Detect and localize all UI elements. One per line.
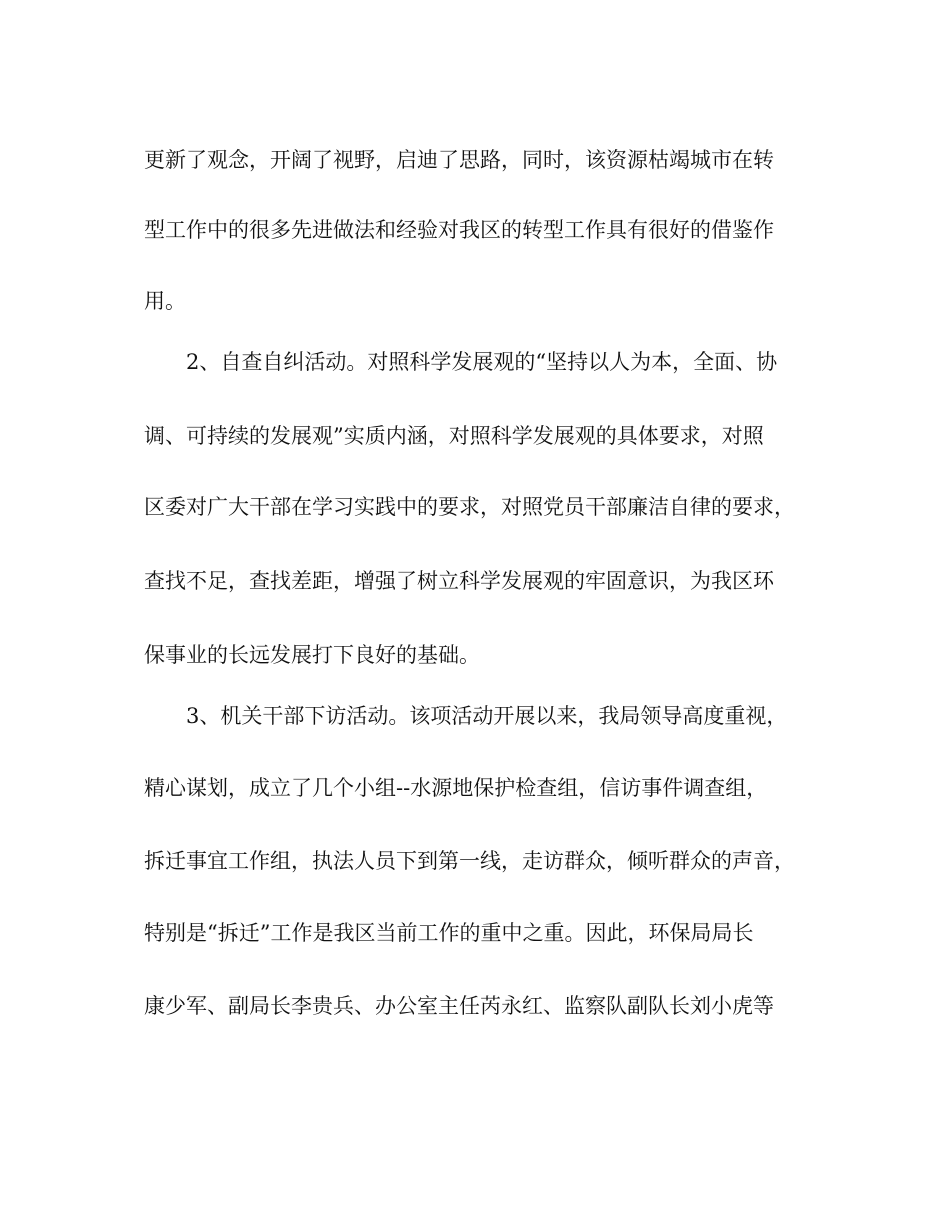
paragraph-2-first-line: 2、自查自纠活动。对照科学发展观的“坚持以人为本，全面、协 — [186, 350, 778, 374]
body-text-line: 查找不足，查找差距，增强了树立科学发展观的牢固意识，为我区环 — [144, 569, 774, 593]
body-text-line: 特别是“拆迁”工作是我区当前工作的重中之重。因此，环保局局长 — [144, 921, 754, 945]
body-text-line: 调、可持续的发展观”实质内涵，对照科学发展观的具体要求，对照 — [144, 424, 764, 448]
body-text-line: 型工作中的很多先进做法和经验对我区的转型工作具有很好的借鉴作 — [144, 218, 774, 242]
body-text-line: 精心谋划，成立了几个小组--水源地保护检查组，信访事件调查组， — [144, 776, 768, 800]
paragraph-3-first-line: 3、机关干部下访活动。该项活动开展以来，我局领导高度重视， — [186, 704, 788, 728]
body-text-line: 区委对广大干部在学习实践中的要求，对照党员干部廉洁自律的要求， — [144, 495, 795, 519]
body-text-line: 保事业的长远发展打下良好的基础。 — [144, 643, 480, 667]
body-text-line: 拆迁事宜工作组，执法人员下到第一线，走访群众，倾听群众的声音， — [144, 849, 795, 873]
body-text-line: 用。 — [144, 289, 186, 313]
body-text-line: 康少军、副局长李贵兵、办公室主任芮永红、监察队副队长刘小虎等 — [144, 994, 774, 1018]
body-text-line: 更新了观念，开阔了视野，启迪了思路，同时，该资源枯竭城市在转 — [144, 148, 774, 172]
